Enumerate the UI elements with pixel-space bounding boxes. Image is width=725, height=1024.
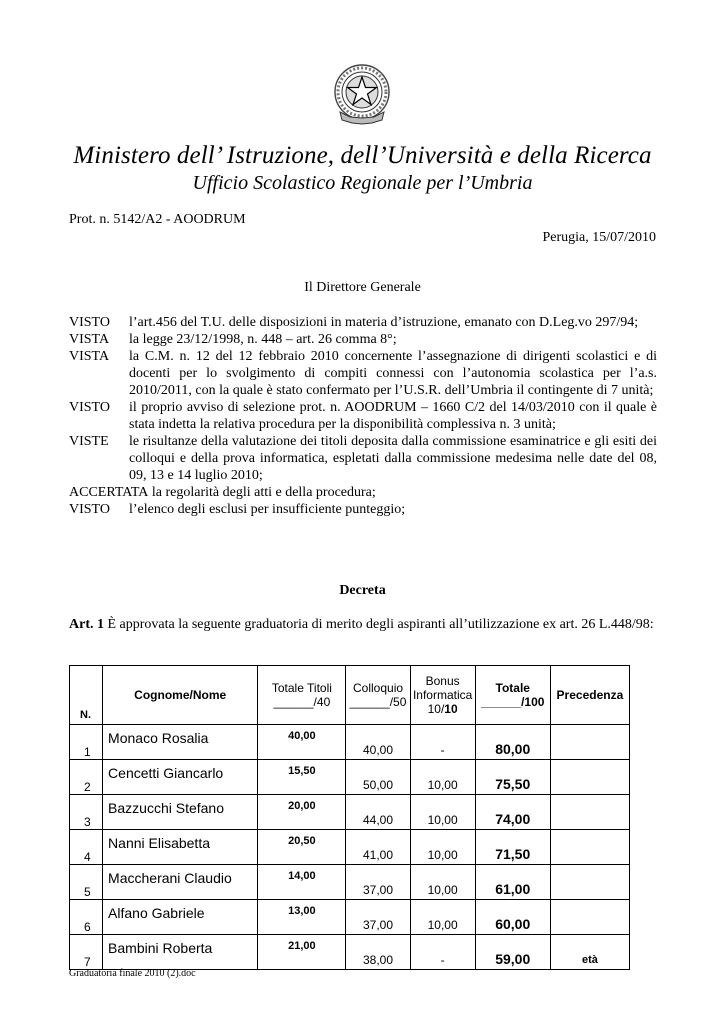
header-precedenza: Precedenza	[550, 666, 629, 725]
table-row	[70, 900, 630, 935]
premise-text: l’elenco degli esclusi per insufficiente punteggio;	[129, 502, 406, 517]
bonus-score: 10,00	[410, 865, 475, 900]
row-number: 5	[70, 865, 103, 900]
premise-keyword: ACCERTATA	[69, 485, 149, 500]
colloquio-score: 37,00	[346, 865, 410, 900]
place-date: Perugia, 15/07/2010	[542, 230, 656, 245]
table-row	[70, 865, 630, 900]
candidate-name: Bambini Roberta	[103, 935, 258, 970]
titoli-score: 14,00	[258, 865, 346, 900]
precedence	[550, 760, 629, 795]
titoli-score: 21,00	[258, 935, 346, 970]
candidate-name: Cencetti Giancarlo	[103, 760, 258, 795]
article-label: Art. 1	[69, 617, 104, 632]
bonus-score: 10,00	[410, 795, 475, 830]
footer-filename: Graduatoria finale 2010 (2).doc	[69, 968, 196, 979]
premise-item	[69, 331, 657, 348]
precedence	[550, 795, 629, 830]
header-n: N.	[70, 666, 103, 725]
candidate-name: Maccherani Claudio	[103, 865, 258, 900]
precedence	[550, 900, 629, 935]
row-number: 2	[70, 760, 103, 795]
table-header-row	[70, 666, 630, 725]
colloquio-score: 40,00	[346, 725, 410, 760]
table-row	[70, 795, 630, 830]
bonus-score: 10,00	[410, 760, 475, 795]
titoli-score: 40,00	[258, 725, 346, 760]
precedence	[550, 725, 629, 760]
table-row	[70, 830, 630, 865]
premise-text: la regolarità degli atti e della procedura;	[151, 485, 376, 500]
italian-republic-emblem-icon	[332, 62, 392, 126]
titoli-score: 20,50	[258, 830, 346, 865]
row-number: 3	[70, 795, 103, 830]
header-totale: Totale ______/100	[475, 666, 550, 725]
titoli-score: 13,00	[258, 900, 346, 935]
bonus-score: 10,00	[410, 830, 475, 865]
director-heading: Il Direttore Generale	[304, 280, 421, 295]
table-row	[70, 725, 630, 760]
row-number: 1	[70, 725, 103, 760]
article-text: È approvata la seguente graduatoria di merito degli aspiranti all’utilizzazione ex art. 26 L.448/98:	[107, 617, 654, 632]
premise-keyword: VISTE	[69, 434, 109, 449]
colloquio-score: 50,00	[346, 760, 410, 795]
premise-keyword: VISTO	[69, 315, 110, 330]
candidate-name: Alfano Gabriele	[103, 900, 258, 935]
premise-item	[69, 433, 657, 484]
row-number: 7	[70, 935, 103, 970]
candidate-name: Monaco Rosalia	[103, 725, 258, 760]
premise-text: l’art.456 del T.U. delle disposizioni in materia d’istruzione, emanato con D.Leg.vo 297/94;	[129, 315, 639, 330]
colloquio-score: 38,00	[346, 935, 410, 970]
table-row	[70, 935, 630, 970]
candidate-name: Nanni Elisabetta	[103, 830, 258, 865]
total-score: 71,50	[475, 830, 550, 865]
premise-keyword: VISTA	[69, 332, 110, 347]
titoli-score: 15,50	[258, 760, 346, 795]
ministry-title: Ministero dell’ Istruzione, dell’Università e della Ricerca	[73, 142, 652, 169]
row-number: 4	[70, 830, 103, 865]
titoli-score: 20,00	[258, 795, 346, 830]
premise-keyword: VISTO	[69, 502, 110, 517]
precedence: età	[550, 935, 629, 970]
premise-keyword: VISTA	[69, 349, 110, 364]
premise-item	[69, 348, 657, 399]
premises-list	[69, 314, 657, 518]
decree-heading: Decreta	[339, 583, 386, 598]
header-colloquio: Colloquio ______/50	[346, 666, 410, 725]
candidate-name: Bazzucchi Stefano	[103, 795, 258, 830]
total-score: 60,00	[475, 900, 550, 935]
premise-keyword: VISTO	[69, 400, 110, 415]
header-name: Cognome/Nome	[103, 666, 258, 725]
premise-text: la legge 23/12/1998, n. 448 – art. 26 comma 8°;	[129, 332, 397, 347]
premise-text: la C.M. n. 12 del 12 febbraio 2010 concernente l’assegnazione di dirigenti scolastici e di docenti per lo svolgimento di compiti connessi con l’autonomia scolastica per l’a.s. 2010/2011, con la quale è stato confermato per l’U.S.R. dell’Umbria il contingente di 7 unità;	[129, 349, 657, 398]
bonus-score: -	[410, 935, 475, 970]
total-score: 74,00	[475, 795, 550, 830]
ranking-table	[69, 665, 630, 970]
colloquio-score: 41,00	[346, 830, 410, 865]
bonus-score: -	[410, 725, 475, 760]
bonus-score: 10,00	[410, 900, 475, 935]
total-score: 80,00	[475, 725, 550, 760]
precedence	[550, 830, 629, 865]
precedence	[550, 865, 629, 900]
premise-item	[69, 501, 657, 518]
premise-text: le risultanze della valutazione dei titoli deposita dalla commissione esaminatrice e gli esiti dei colloqui e della prova informatica, espletati dalla commissione medesima nelle date del 08, 09, 13 e 14 luglio 2010;	[129, 434, 657, 483]
total-score: 61,00	[475, 865, 550, 900]
premise-item	[69, 399, 657, 433]
colloquio-score: 44,00	[346, 795, 410, 830]
protocol-number: Prot. n. 5142/A2 - AOODRUM	[69, 212, 246, 227]
colloquio-score: 37,00	[346, 900, 410, 935]
premise-item	[69, 314, 657, 331]
header-titoli: Totale Titoli ______/40	[258, 666, 346, 725]
total-score: 59,00	[475, 935, 550, 970]
premise-text: il proprio avviso di selezione prot. n. AOODRUM – 1660 C/2 del 14/03/2010 con il quale è stata indetta la relativa procedura per la disponibilità complessiva n. 3 unità;	[129, 400, 657, 432]
article-1	[69, 616, 657, 633]
premise-item	[69, 484, 657, 501]
header-bonus: Bonus Informatica 10/10	[410, 666, 475, 725]
office-subtitle: Ufficio Scolastico Regionale per l’Umbria	[192, 172, 533, 194]
table-row	[70, 760, 630, 795]
total-score: 75,50	[475, 760, 550, 795]
row-number: 6	[70, 900, 103, 935]
